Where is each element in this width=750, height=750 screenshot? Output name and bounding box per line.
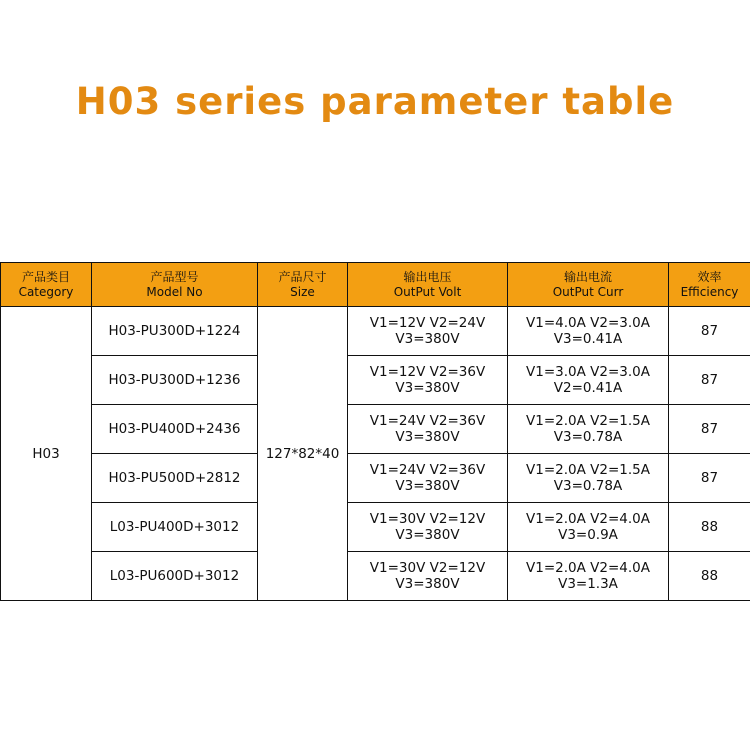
header-size-en: Size <box>290 284 315 299</box>
model-cell: H03-PU500D+2812 <box>92 454 258 503</box>
volt-line: V1=24V V2=36V <box>369 413 486 429</box>
table-row <box>1 552 750 601</box>
volt-line: V3=380V <box>395 331 460 347</box>
efficiency-cell: 87 <box>669 454 750 503</box>
table-row <box>1 356 750 405</box>
model-cell: H03-PU300D+1236 <box>92 356 258 405</box>
model-cell: H03-PU300D+1224 <box>92 307 258 356</box>
curr-cell <box>508 356 669 405</box>
curr-line: V3=0.78A <box>553 478 623 494</box>
header-volt-cn: 输出电压 <box>403 269 452 284</box>
volt-line: V3=380V <box>395 527 460 543</box>
table-row <box>1 307 750 356</box>
volt-line: V1=24V V2=36V <box>369 462 486 478</box>
table-row <box>1 405 750 454</box>
curr-line: V1=3.0A V2=3.0A <box>526 364 650 380</box>
header-curr <box>508 263 669 307</box>
efficiency-cell: 88 <box>669 552 750 601</box>
curr-line: V1=2.0A V2=4.0A <box>526 511 650 527</box>
volt-line: V1=30V V2=12V <box>369 511 486 527</box>
volt-cell <box>348 307 508 356</box>
curr-cell <box>508 503 669 552</box>
header-volt <box>348 263 508 307</box>
volt-line: V1=12V V2=36V <box>369 364 486 380</box>
header-efficiency-cn: 效率 <box>697 269 722 284</box>
model-cell: L03-PU600D+3012 <box>92 552 258 601</box>
volt-cell <box>348 552 508 601</box>
header-curr-en: OutPut Curr <box>552 284 624 299</box>
curr-line: V3=0.9A <box>558 527 618 543</box>
header-model <box>92 263 258 307</box>
volt-line: V1=12V V2=24V <box>369 315 486 331</box>
parameter-table <box>0 262 750 601</box>
curr-line: V2=0.41A <box>553 380 623 396</box>
header-model-en: Model No <box>146 284 203 299</box>
size-cell: 127*82*40 <box>258 307 348 601</box>
table-row <box>1 503 750 552</box>
efficiency-cell: 87 <box>669 405 750 454</box>
volt-cell <box>348 405 508 454</box>
header-category-en: Category <box>18 284 74 299</box>
header-curr-cn: 输出电流 <box>563 269 612 284</box>
header-efficiency <box>669 263 750 307</box>
curr-cell <box>508 454 669 503</box>
model-cell: H03-PU400D+2436 <box>92 405 258 454</box>
curr-line: V3=0.41A <box>553 331 623 347</box>
volt-line: V3=380V <box>395 478 460 494</box>
curr-line: V3=0.78A <box>553 429 623 445</box>
volt-line: V3=380V <box>395 429 460 445</box>
volt-line: V3=380V <box>395 576 460 592</box>
curr-line: V1=2.0A V2=1.5A <box>526 462 650 478</box>
volt-cell <box>348 503 508 552</box>
page-title: H03 series parameter table <box>75 80 675 123</box>
header-row <box>1 263 750 307</box>
curr-cell <box>508 405 669 454</box>
header-efficiency-en: Efficiency <box>680 284 739 299</box>
curr-line: V3=1.3A <box>558 576 618 592</box>
volt-cell <box>348 454 508 503</box>
volt-line: V3=380V <box>395 380 460 396</box>
volt-line: V1=30V V2=12V <box>369 560 486 576</box>
model-cell: L03-PU400D+3012 <box>92 503 258 552</box>
table-row <box>1 454 750 503</box>
volt-cell <box>348 356 508 405</box>
curr-line: V1=2.0A V2=1.5A <box>526 413 650 429</box>
efficiency-cell: 87 <box>669 356 750 405</box>
header-volt-en: OutPut Volt <box>393 284 462 299</box>
header-size-cn: 产品尺寸 <box>278 269 327 284</box>
curr-cell <box>508 552 669 601</box>
curr-line: V1=2.0A V2=4.0A <box>526 560 650 576</box>
header-category-cn: 产品类目 <box>21 269 70 284</box>
curr-cell <box>508 307 669 356</box>
header-model-cn: 产品型号 <box>150 269 199 284</box>
curr-line: V1=4.0A V2=3.0A <box>526 315 650 331</box>
efficiency-cell: 87 <box>669 307 750 356</box>
header-category <box>1 263 92 307</box>
category-cell: H03 <box>1 307 92 601</box>
header-size <box>258 263 348 307</box>
efficiency-cell: 88 <box>669 503 750 552</box>
